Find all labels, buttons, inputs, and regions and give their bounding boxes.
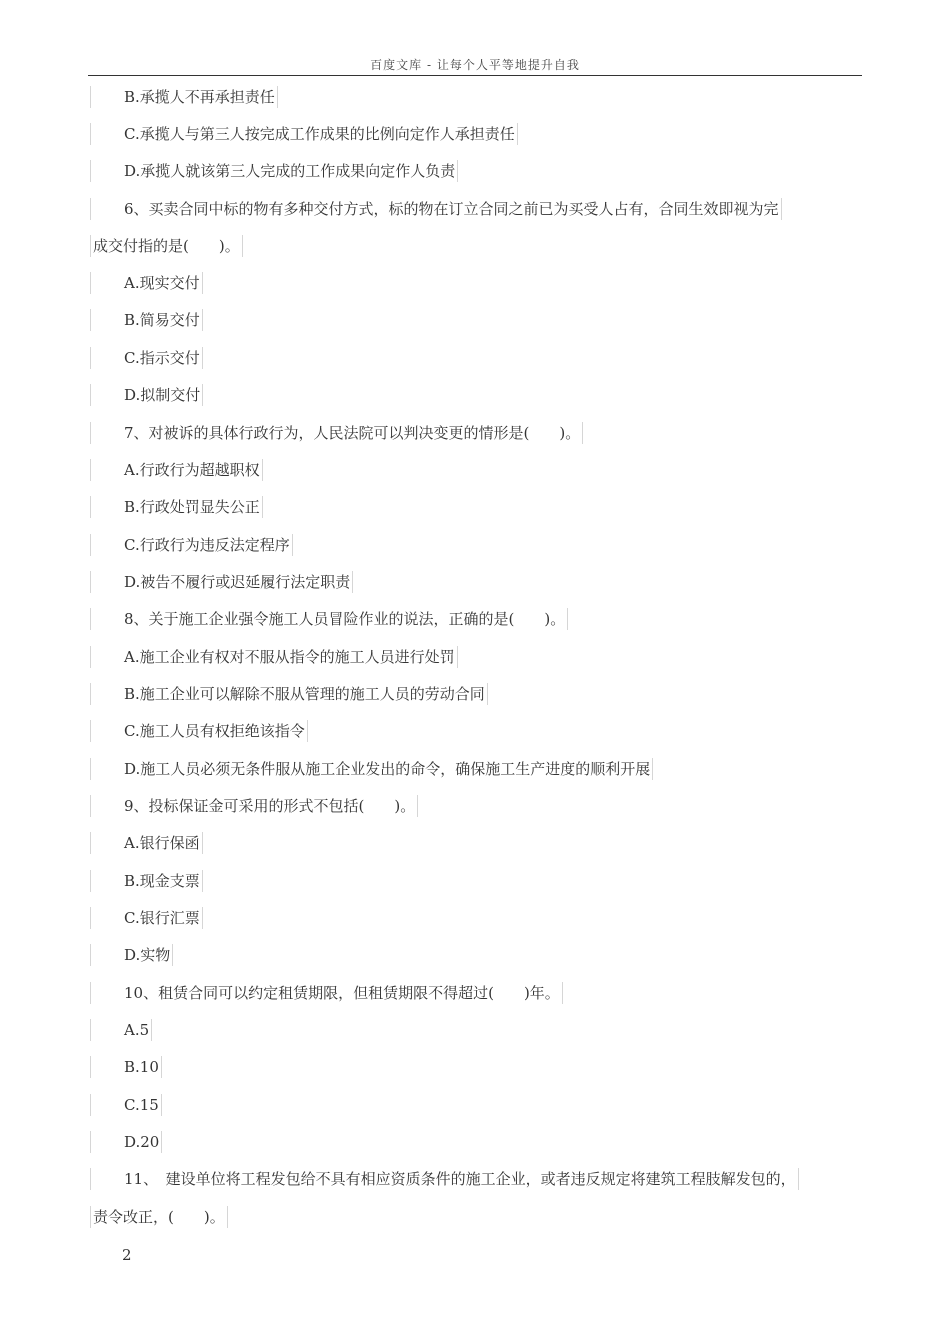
line-text: A.施工企业有权对不服从指令的施工人员进行处罚 [90, 646, 458, 668]
line-text: D.拟制交付 [90, 384, 203, 406]
question-6 [90, 198, 782, 220]
line-text: C.银行汇票 [90, 907, 203, 929]
line-text: 7、对被诉的具体行政行为，人民法院可以判决变更的情形是( )。 [90, 422, 583, 444]
line-text: B.行政处罚显失公正 [90, 496, 263, 518]
option-a-q9 [90, 832, 203, 854]
header-rule [88, 75, 862, 76]
question-9 [90, 795, 418, 817]
option-a-q10 [90, 1019, 152, 1041]
page-header: 百度文库 - 让每个人平等地提升自我 [370, 58, 580, 72]
question-8 [90, 608, 568, 630]
line-text: 11、 建设单位将工程发包给不具有相应资质条件的施工企业，或者违反规定将建筑工程肢解发包的， [90, 1168, 799, 1190]
option-a-q8 [90, 646, 458, 668]
line-text: C.15 [90, 1094, 162, 1116]
page-number: 2 [122, 1246, 132, 1264]
option-a-q6 [90, 272, 203, 294]
line-d-option-q5 [90, 160, 458, 182]
option-b-q9 [90, 870, 203, 892]
option-c-q7 [90, 534, 293, 556]
option-d-q8 [90, 758, 653, 780]
option-d-q10 [90, 1131, 162, 1153]
line-text: A.银行保函 [90, 832, 203, 854]
question-6-cont [90, 235, 243, 257]
line-text: B.简易交付 [90, 309, 203, 331]
option-a-q7 [90, 459, 263, 481]
line-text: C.施工人员有权拒绝该指令 [90, 720, 308, 742]
option-c-q6 [90, 347, 203, 369]
line-text: 8、关于施工企业强令施工人员冒险作业的说法，正确的是( )。 [90, 608, 568, 630]
option-b-q10 [90, 1056, 162, 1078]
line-text: A.5 [90, 1019, 152, 1041]
option-b-q6 [90, 309, 203, 331]
line-text: D.20 [90, 1131, 162, 1153]
line-text: C.承揽人与第三人按完成工作成果的比例向定作人承担责任 [90, 123, 518, 145]
option-b-q8 [90, 683, 488, 705]
option-c-q10 [90, 1094, 162, 1116]
line-text: 成交付指的是( )。 [90, 235, 243, 257]
option-d-q9 [90, 944, 173, 966]
line-text: D.承揽人就该第三人完成的工作成果向定作人负责 [90, 160, 458, 182]
option-d-q7 [90, 571, 353, 593]
question-11 [90, 1168, 799, 1190]
line-text: D.施工人员必须无条件服从施工企业发出的命令，确保施工生产进度的顺利开展 [90, 758, 653, 780]
line-text: C.行政行为违反法定程序 [90, 534, 293, 556]
line-text: D.实物 [90, 944, 173, 966]
option-c-q9 [90, 907, 203, 929]
line-text: D.被告不履行或迟延履行法定职责 [90, 571, 353, 593]
line-text: 10、租赁合同可以约定租赁期限，但租赁期限不得超过( )年。 [90, 982, 563, 1004]
line-text: 责令改正，( )。 [90, 1206, 228, 1228]
option-d-q6 [90, 384, 203, 406]
line-text: B.10 [90, 1056, 162, 1078]
line-text: B.承揽人不再承担责任 [90, 86, 278, 108]
line-text: 6、买卖合同中标的物有多种交付方式，标的物在订立合同之前已为买受人占有，合同生效即视为完 [90, 198, 782, 220]
line-text: B.施工企业可以解除不服从管理的施工人员的劳动合同 [90, 683, 488, 705]
line-text: 9、投标保证金可采用的形式不包括( )。 [90, 795, 418, 817]
question-7 [90, 422, 583, 444]
option-b-q7 [90, 496, 263, 518]
line-text: A.现实交付 [90, 272, 203, 294]
line-text: C.指示交付 [90, 347, 203, 369]
line-b-option-q5 [90, 86, 278, 108]
option-c-q8 [90, 720, 308, 742]
line-c-option-q5 [90, 123, 518, 145]
question-11-cont [90, 1206, 228, 1228]
line-text: A.行政行为超越职权 [90, 459, 263, 481]
question-10 [90, 982, 563, 1004]
line-text: B.现金支票 [90, 870, 203, 892]
